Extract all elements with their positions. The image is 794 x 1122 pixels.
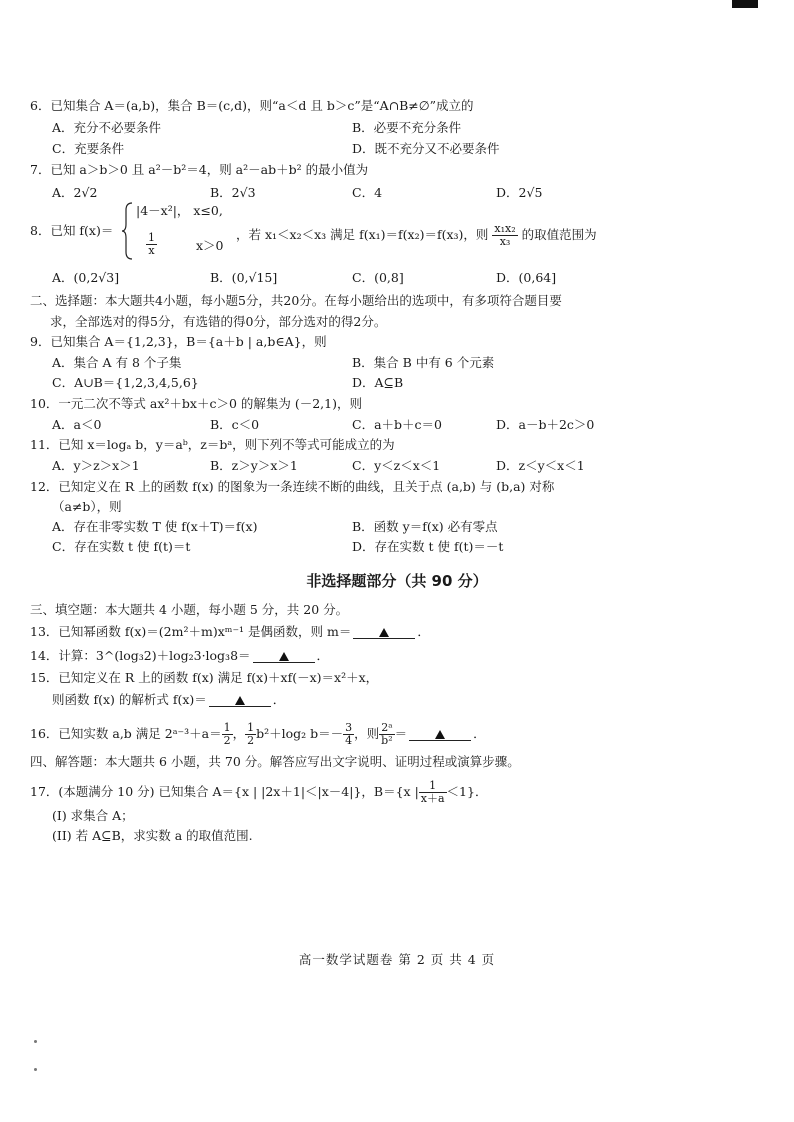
- q6-option-c: C．充要条件: [52, 141, 125, 156]
- q15-answer-blank[interactable]: [209, 692, 271, 707]
- q16-f4-num: 2ᵃ: [379, 722, 394, 735]
- q8-condition-line: [236, 223, 597, 248]
- q7-option-c: C．4: [352, 185, 383, 200]
- q8-option-b: B．(0,√15]: [210, 270, 278, 285]
- q9-option-c: C．A∪B＝{1,2,3,4,5,6}: [52, 375, 199, 390]
- q12-option-b: B．函数 y＝f(x) 必有零点: [352, 519, 498, 534]
- q14-text: 14．计算：3^(log₃2)＋log₂3·log₃8＝: [30, 648, 251, 663]
- q9-option-a: A．集合 A 有 8 个子集: [52, 355, 182, 370]
- q16-part5: ＝: [394, 726, 408, 741]
- q7-option-d: D．2√5: [496, 185, 543, 200]
- q16-f4-den: b²: [381, 734, 393, 747]
- nonchoice-section-title: 非选择题部分（共 90 分）: [306, 572, 488, 590]
- q16-part3: b²＋log₂ b＝－: [256, 726, 344, 741]
- q7-option-a: A．2√2: [52, 185, 98, 200]
- q12-option-a: A．存在非零实数 T 使 f(x＋T)＝f(x): [52, 519, 258, 534]
- q9-option-d: D．A⊆B: [352, 375, 404, 390]
- triangle-icon: [435, 730, 445, 739]
- q11-option-c: C．y＜z＜x＜1: [352, 458, 441, 473]
- q8-option-d: D．(0,64]: [496, 270, 557, 285]
- q8-option-a: A．(0,2√3]: [52, 270, 120, 285]
- q11-option-a: A．y＞z＞x＞1: [52, 458, 140, 473]
- q14-line: [30, 648, 329, 664]
- q16-part1: 16．已知实数 a,b 满足 2ᵃ⁻³＋a＝: [30, 726, 222, 741]
- q11-option-b: B．z＞y＞x＞1: [210, 458, 298, 473]
- q8-piece2-num: 1: [148, 231, 155, 244]
- q8-prefix: 8．已知 f(x)＝: [30, 223, 114, 238]
- q8-piece-1: |4－x²|， x≤0,: [136, 203, 223, 218]
- q11-option-d: D．z＜y＜x＜1: [496, 458, 585, 473]
- q17-sub-1: (I) 求集合 A；: [52, 808, 134, 823]
- q10-option-c: C．a＋b＋c＝0: [352, 417, 442, 432]
- triangle-icon: [235, 696, 245, 705]
- q16-end: ．: [473, 726, 486, 741]
- q6-option-b: B．必要不充分条件: [352, 120, 462, 135]
- section2-heading-2: 求，全部选对的得5分，有选错的得0分，部分选对的得2分。: [50, 314, 387, 329]
- q17-part2: ＜1}．: [446, 784, 488, 799]
- piecewise-brace: [122, 202, 134, 260]
- q8-condition: ，若 x₁＜x₂＜x₃ 满足 f(x₁)＝f(x₂)＝f(x₃)，则: [236, 227, 489, 242]
- q11-stem: 11．已知 x＝logₐ b，y＝aᵇ，z＝bᵃ，则下列不等式可能成立的为: [30, 437, 395, 452]
- q16-part2: ，: [232, 726, 246, 741]
- q16-f2-num: 1: [247, 721, 255, 734]
- q8-piece-2: [146, 232, 157, 257]
- q16-answer-blank[interactable]: [409, 726, 471, 741]
- q17-sub-2: (II) 若 A⊆B，求实数 a 的取值范围.: [52, 828, 253, 843]
- q10-option-a: A．a＜0: [52, 417, 102, 432]
- page-footer: 高一数学试题卷 第 2 页 共 4 页: [298, 952, 496, 967]
- q12-stem: 12．已知定义在 R 上的函数 f(x) 的图象为一条连续不断的曲线，且关于点 (a,b) 与 (b,a) 对称: [30, 479, 555, 494]
- q6-option-d: D．既不充分又不必要条件: [352, 141, 500, 156]
- q17-line: [30, 780, 487, 805]
- q12-option-d: D．存在实数 t 使 f(t)＝－t: [352, 539, 504, 554]
- q17-frac-num: 1: [419, 780, 447, 793]
- q8-piece-2-cond: x＞0: [196, 238, 224, 253]
- q8-frac-den: x₃: [499, 235, 511, 248]
- scan-corner-mark: [732, 0, 758, 8]
- section2-heading: 二、选择题：本大题共4小题，每小题5分，共20分。在每小题给出的选项中，有多项符合题目要: [30, 293, 562, 308]
- triangle-icon: [379, 628, 389, 637]
- q16-f3-den: 4: [345, 734, 353, 747]
- q15-line-1: 15．已知定义在 R 上的函数 f(x) 满足 f(x)＋xf(－x)＝x²＋x，: [30, 670, 379, 685]
- q16-part4: ，则: [354, 726, 380, 741]
- q17-frac-den: x＋a: [420, 792, 445, 805]
- q16-f1-num: 1: [223, 721, 231, 734]
- q7-stem: 7．已知 a＞b＞0 且 a²－b²＝4，则 a²－ab＋b² 的最小值为: [30, 162, 369, 177]
- triangle-icon: [279, 652, 289, 661]
- q16-f2-den: 2: [247, 734, 255, 747]
- q8-suffix: 的取值范围为: [521, 227, 597, 242]
- q10-stem: 10．一元二次不等式 ax²＋bx＋c＞0 的解集为 (－2,1)，则: [30, 396, 362, 411]
- q12-stem-2: （a≠b），则: [52, 499, 122, 514]
- q10-option-b: B．c＜0: [210, 417, 260, 432]
- q16-f3-num: 3: [345, 721, 353, 734]
- q17-part1: 17．(本题满分 10 分) 已知集合 A＝{x | |2x＋1|＜|x－4|}，B＝{x |: [30, 784, 419, 799]
- q7-option-b: B．2√3: [210, 185, 256, 200]
- q8-piece2-den: x: [148, 244, 155, 257]
- q10-option-d: D．a－b＋2c＞0: [496, 417, 595, 432]
- q9-stem: 9．已知集合 A＝{1,2,3}，B＝{a＋b | a,b∈A}，则: [30, 334, 327, 349]
- q15-text: 则函数 f(x) 的解析式 f(x)＝: [52, 692, 207, 707]
- section3-heading: 三、填空题：本大题共 4 小题，每小题 5 分，共 20 分。: [30, 602, 349, 617]
- q6-stem: 6．已知集合 A＝(a,b)，集合 B＝(c,d)，则“a＜d 且 b＞c”是“A∩B≠∅”成立的: [30, 98, 474, 113]
- q9-option-b: B．集合 B 中有 6 个元素: [352, 355, 495, 370]
- q14-end: ．: [316, 648, 330, 663]
- q13-answer-blank[interactable]: [353, 624, 415, 639]
- section4-heading: 四、解答题：本大题共 6 小题，共 70 分。解答应写出文字说明、证明过程或演算步骤。: [30, 754, 520, 769]
- q14-answer-blank[interactable]: [253, 648, 315, 663]
- q6-option-a: A．充分不必要条件: [52, 120, 162, 135]
- scan-speck: [34, 1068, 37, 1071]
- q13-end: ．: [417, 624, 430, 639]
- scan-speck: [34, 1040, 37, 1043]
- q16-line: [30, 722, 486, 747]
- q15-end: ．: [272, 692, 286, 707]
- q13-line: [30, 624, 430, 640]
- q15-line-2: [52, 692, 285, 708]
- q16-f1-den: 2: [223, 734, 231, 747]
- q8-frac-num: x₁x₂: [494, 222, 516, 235]
- q12-option-c: C．存在实数 t 使 f(t)＝t: [52, 539, 191, 554]
- q13-text: 13．已知幂函数 f(x)＝(2m²＋m)xᵐ⁻¹ 是偶函数，则 m＝: [30, 624, 352, 639]
- q8-option-c: C．(0,8]: [352, 270, 404, 285]
